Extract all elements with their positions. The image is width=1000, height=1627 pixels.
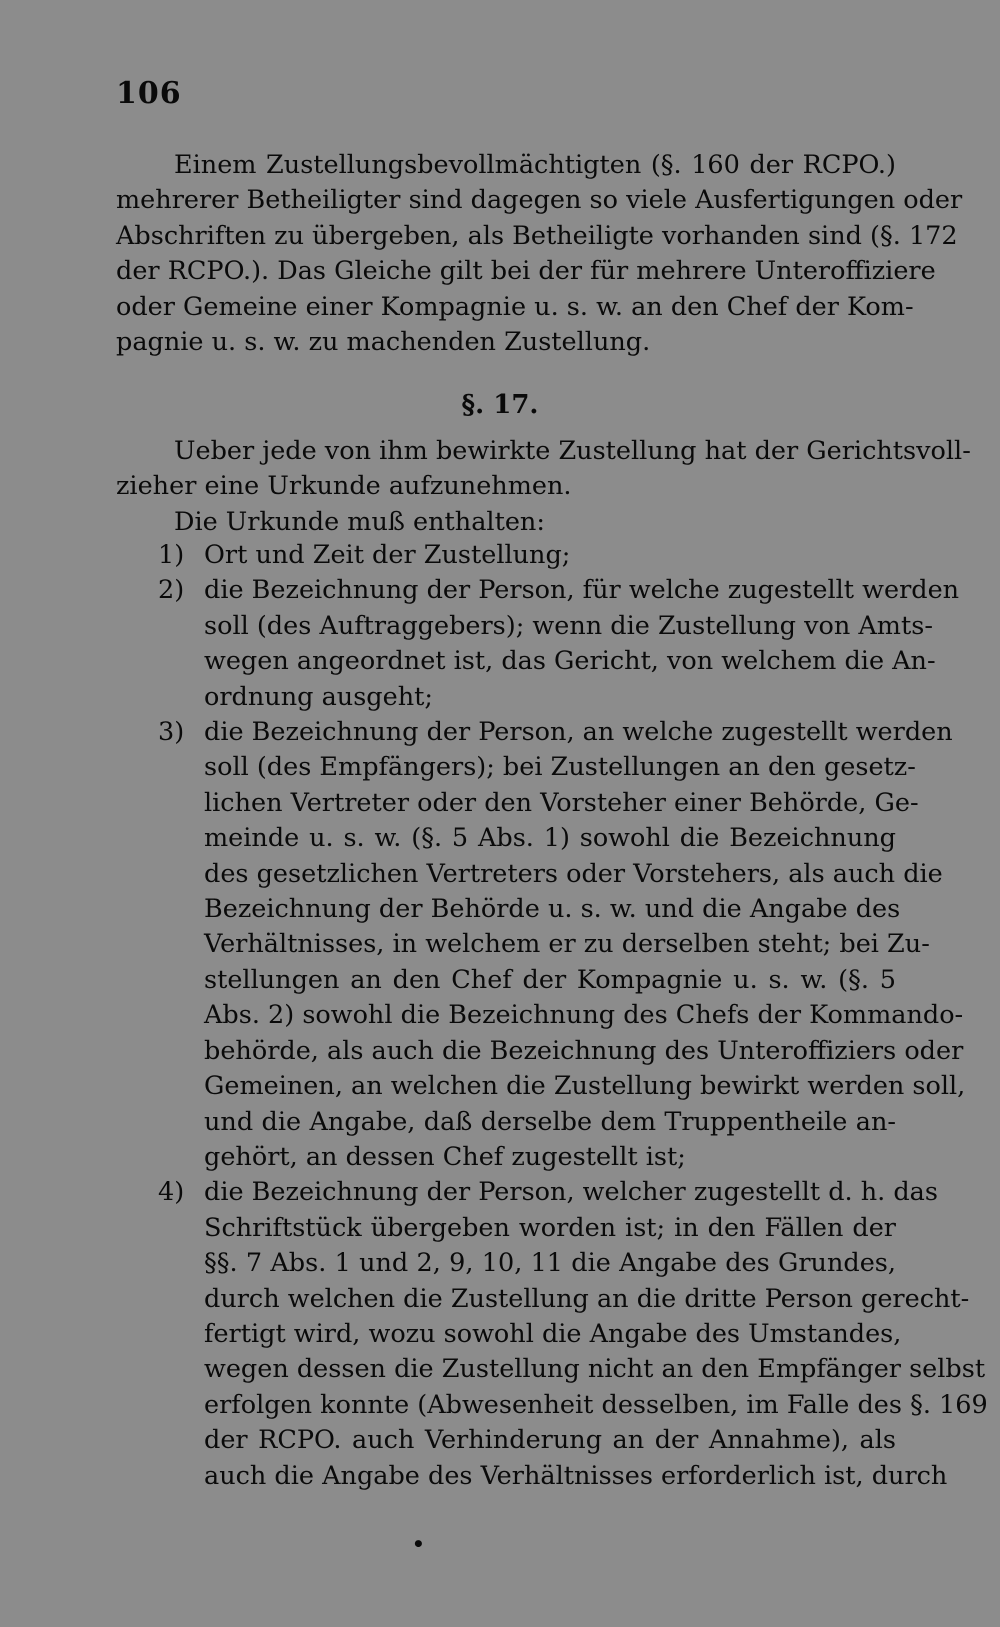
text-line: Gemeinen, an welchen die Zustellung bewirkt werden soll, — [204, 1071, 966, 1102]
list-item-text — [204, 573, 960, 715]
list-item-text — [204, 1175, 988, 1494]
text-line: auch die Angabe des Verhältnisses erforderlich ist, durch — [204, 1460, 948, 1491]
section-heading: §. 17. — [461, 390, 539, 420]
text-line: stellungen an den Chef der Kompagnie u. s. w. (§. 5 — [204, 964, 896, 995]
text-line: pagnie u. s. w. zu machenden Zustellung. — [116, 327, 651, 358]
text-line: mehrerer Betheiligter sind dagegen so viele Ausfertigungen oder — [116, 185, 963, 216]
text-line: Ort und Zeit der Zustellung; — [204, 540, 571, 570]
intro-paragraph — [116, 148, 963, 360]
text-line: der RCPO. auch Verhinderung an der Annahme), als — [204, 1425, 896, 1456]
text-line: Schriftstück übergeben worden ist; in den Fällen der — [204, 1212, 896, 1243]
text-line: Die Urkunde muß enthalten: — [174, 506, 545, 537]
list-item — [116, 715, 966, 1175]
text-line: die Bezeichnung der Person, für welche zugestellt werden — [204, 575, 960, 606]
text-line: lichen Vertreter oder den Vorsteher einer Behörde, Ge- — [204, 787, 919, 818]
text-line: Einem Zustellungsbevollmächtigten (§. 160 der RCPO.) — [174, 150, 896, 180]
text-line: die Bezeichnung der Person, welcher zugestellt d. h. das — [204, 1177, 938, 1208]
text-line: Abschriften zu übergeben, als Betheiligte vorhanden sind (§. 172 — [116, 220, 958, 251]
text-line: soll (des Empfängers); bei Zustellungen an den gesetz- — [204, 752, 916, 783]
text-line: behörde, als auch die Bezeichnung des Unteroffiziers oder — [204, 1035, 964, 1066]
text-line: des gesetzlichen Vertreters oder Vorstehers, als auch die — [204, 858, 943, 889]
text-line: meinde u. s. w. (§. 5 Abs. 1) sowohl die Bezeichnung — [204, 823, 896, 854]
text-line: gehört, an dessen Chef zugestellt ist; — [204, 1141, 686, 1172]
text-line: Bezeichnung der Behörde u. s. w. und die Angabe des — [204, 894, 901, 925]
text-line: ordnung ausgeht; — [204, 681, 433, 712]
text-line: erfolgen konnte (Abwesenheit desselben, im Falle des §. 169 — [204, 1389, 988, 1420]
list-item — [116, 1175, 988, 1494]
list-item-number: 1) — [158, 540, 185, 570]
footer-mark: • — [412, 1532, 425, 1556]
text-line: Verhältnisses, in welchem er zu derselben steht; bei Zu- — [204, 929, 930, 960]
text-line: wegen dessen die Zustellung nicht an den Empfänger selbst — [204, 1354, 986, 1385]
text-line: Ueber jede von ihm bewirkte Zustellung hat der Gerichtsvoll- — [174, 436, 971, 466]
list-item-text — [204, 538, 896, 573]
section-paragraph — [116, 434, 971, 540]
list-item-number: 3) — [158, 717, 185, 748]
list-item-number: 2) — [158, 575, 185, 606]
text-line: Abs. 2) sowohl die Bezeichnung des Chefs der Kommando- — [204, 1000, 964, 1031]
text-line: durch welchen die Zustellung an die dritte Person gerecht- — [204, 1283, 970, 1314]
text-line: der RCPO.). Das Gleiche gilt bei der für mehrere Unteroffiziere — [116, 256, 936, 287]
text-line: und die Angabe, daß derselbe dem Truppentheile an- — [204, 1106, 896, 1137]
page-number: 106 — [116, 76, 182, 111]
text-line: oder Gemeine einer Kompagnie u. s. w. an den Chef der Kom- — [116, 291, 914, 322]
list-item-text — [204, 715, 966, 1175]
text-line: §§. 7 Abs. 1 und 2, 9, 10, 11 die Angabe des Grundes, — [204, 1248, 896, 1279]
text-line: fertigt wird, wozu sowohl die Angabe des Umstandes, — [204, 1318, 902, 1349]
list-item-number: 4) — [158, 1177, 185, 1208]
text-line: die Bezeichnung der Person, an welche zugestellt werden — [204, 717, 953, 748]
text-line: wegen angeordnet ist, das Gericht, von welchem die An- — [204, 646, 936, 677]
list-item — [116, 573, 960, 715]
text-line: zieher eine Urkunde aufzunehmen. — [116, 471, 572, 502]
text-line: soll (des Auftraggebers); wenn die Zustellung von Amts- — [204, 610, 933, 641]
requirements-list — [116, 538, 988, 1494]
list-item — [116, 538, 896, 573]
